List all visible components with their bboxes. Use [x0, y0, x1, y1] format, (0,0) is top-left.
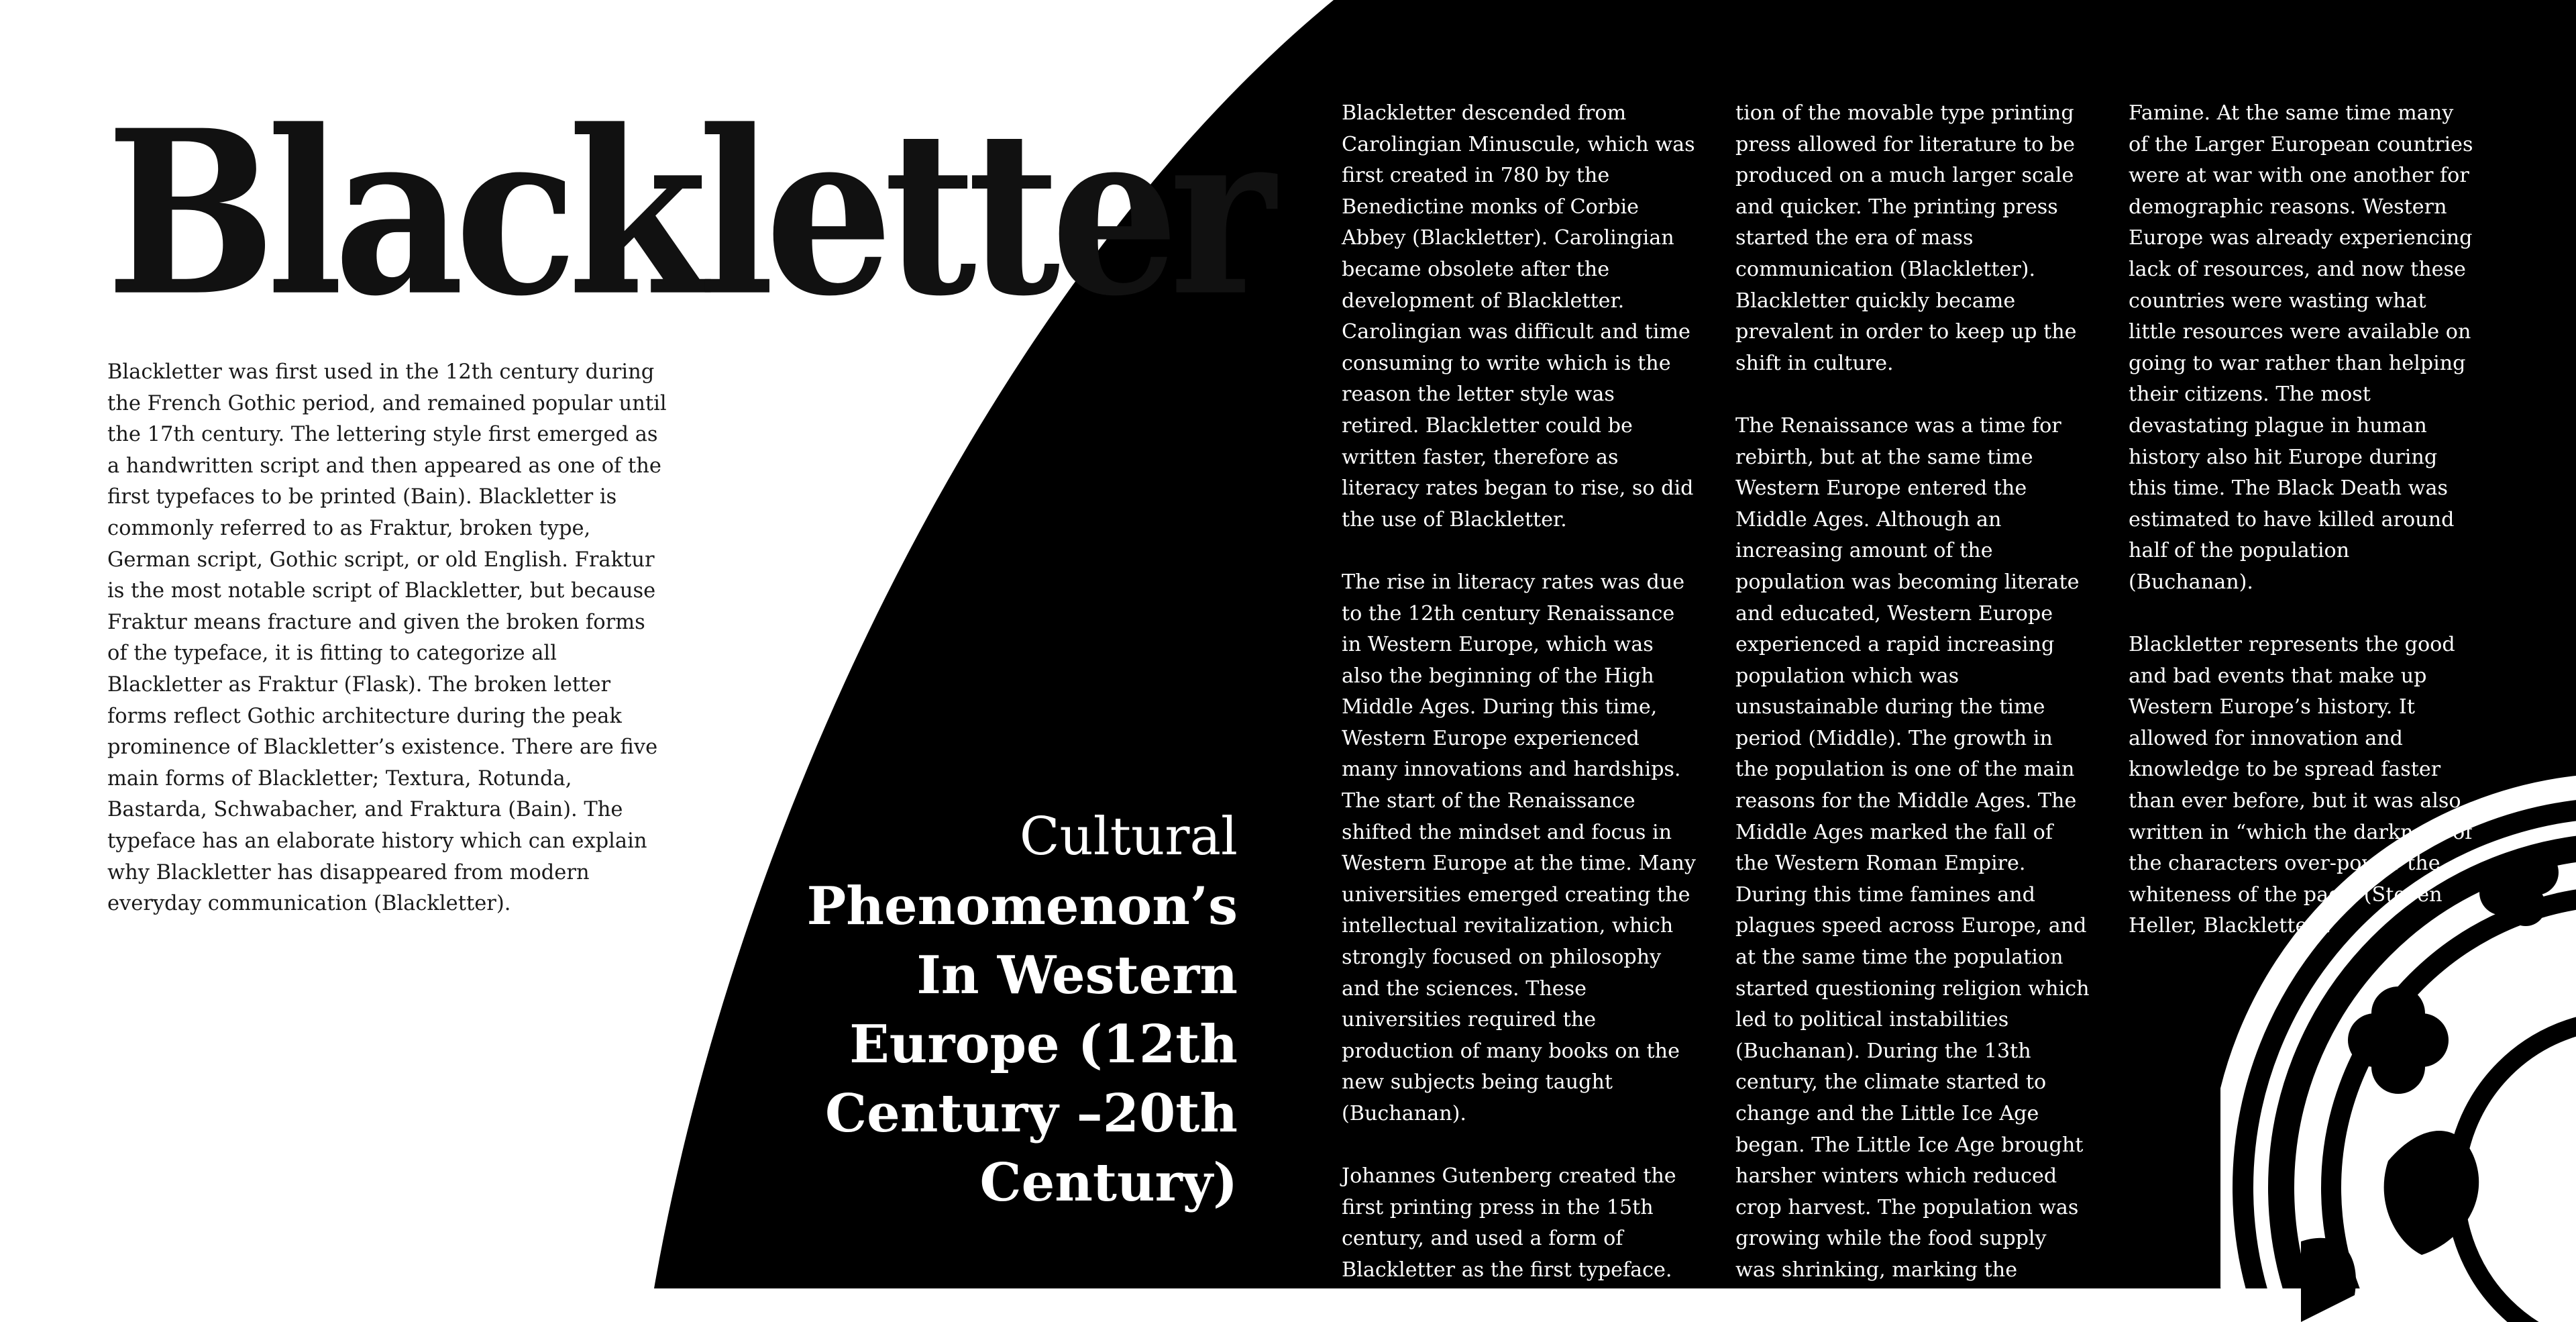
column-2-paragraph-1: tion of the movable type printing press allowed for literature to be produced on a much larger scale and quicker. The printing press started the era of mass communication (Blackletter). Blackletter quickly became prevalent in order to keep up the shift in culture. — [1735, 101, 2077, 375]
text-column-2 — [1735, 98, 2091, 1317]
column-3-paragraph-2: Blackletter represents the good and bad events that make up Western Europe’s history. It allowed for innovation and knowledge to be spread faster than ever before, but it was also written in “which the darkness of the characters over-power the whiteness of the page”(Steven Heller, Blackletter). — [2129, 633, 2473, 938]
column-2-paragraph-2: The Renaissance was a time for rebirth, but at the same time Western Europe entered the Middle Ages. Although an increasing amount of the population was becoming literate and educated, Western Europe experienced a rapid increasing population which was unsustainable during the time period (Middle). The growth in the population is one of the main reasons for the Middle Ages. The Middle Ages marked the fall of the Western Roman Empire. During this time famines and plagues speed across Europe, and at the same time the population started questioning religion which led to political instabilities (Buchanan). During the 13th century, the climate started to change and the Little Ice Age began. The Little Ice Age brought harsher winters which reduced crop harvest. The population was growing while the food supply was shrinking, marking the beginning of the Great — [1735, 413, 2090, 1313]
intro-paragraph: Blackletter was first used in the 12th century during the French Gothic period, and remained popular until the 17th century. The lettering style first emerged as a handwritten script and then appeared as one of the first typefaces to be printed (Bain). Blackletter is commonly referred to as Fraktur, broken type, German script, Gothic script, or old English. Fraktur is the most notable script of Blackletter, but because Fraktur means fracture and given the broken forms of the typeface, it is fitting to categorize all Blackletter as Fraktur (Flask). The broken letter forms reflect Gothic architecture during the peak prominence of Blackletter’s existence. There are five main forms of Blackletter; Textura, Rotunda, Bastarda, Schwabacher, and Fraktura (Bain). The typeface has an elaborate history which can explain why Blackletter has disappeared from modern everyday communication (Blackletter). — [107, 360, 667, 916]
column-1-paragraph-3: Johannes Gutenberg created the first printing press in the 15th century, and used a form of Blackletter as the first typeface. The inven- — [1342, 1164, 1676, 1313]
column-3-paragraph-1: Famine. At the same time many of the Larger European countries were at war with one another for demographic reasons. Western Europe was already experiencing lack of resources, and now these countries were wasting what little resources were available on going to war rather than helping their citizens. The most devastating plague in human history also hit Europe during this time. The Black Death was estimated to have killed around half of the population (Buchanan). — [2129, 101, 2473, 594]
gothic-rose-window-icon — [2220, 651, 2576, 1322]
headline-line-1: Cultural — [1019, 807, 1238, 867]
column-1-paragraph-1: Blackletter descended from Carolingian Minuscule, which was first created in 780 by the Benedictine monks of Corbie Abbey (Blackletter). Carolingian became obsolete after the development of Blackletter. Carolingian was difficult and time consuming to write which is the reason the letter style was retired. Blackletter could be written faster, therefore as literacy rates began to rise, so did the use of Blackletter. — [1342, 101, 1695, 531]
section-headline — [728, 803, 1238, 1217]
page-title: Blackletter — [106, 80, 1267, 346]
column-1-paragraph-2: The rise in literacy rates was due to the 12th century Renaissance in Western Europe, which was also the beginning of the High Middle Ages. During this time, Western Europe experienced many innovations and hardships. The start of the Renaissance shifted the mindset and focus in Western Europe at the time. Many universities emerged creating the intellectual revitalization, which strongly focused on philosophy and the sciences. These universities required the production of many books on the new subjects being taught (Buchanan). — [1342, 570, 1696, 1125]
headline-rest: Phenomenon’s In Western Europe (12th Century –20th Century) — [806, 876, 1238, 1213]
text-column-1 — [1342, 98, 1697, 1317]
